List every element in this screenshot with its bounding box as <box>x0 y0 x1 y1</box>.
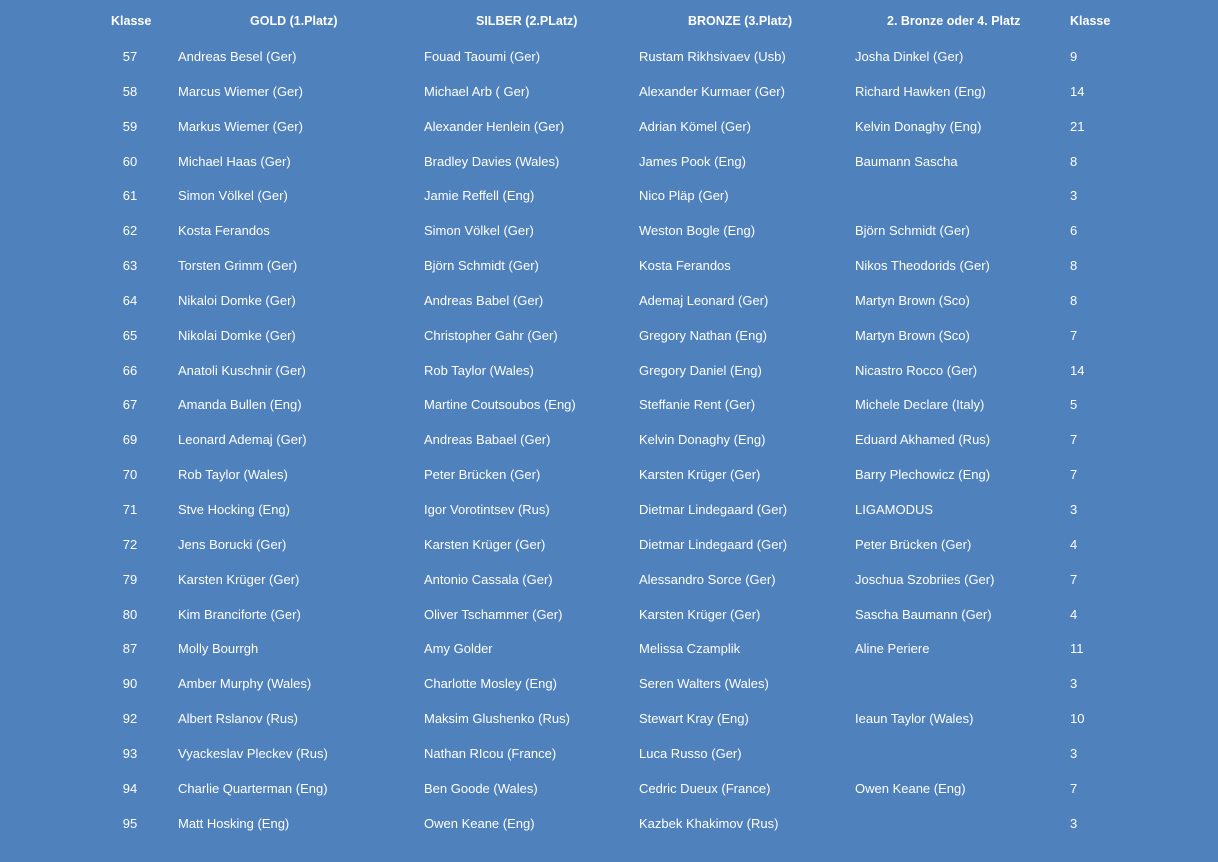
table-row <box>0 631 1218 666</box>
silber-cell: Jamie Reffell (Eng) <box>424 188 535 204</box>
silber-cell: Peter Brücken (Ger) <box>424 467 541 483</box>
count-cell: 7 <box>1070 327 1078 343</box>
count-cell: 5 <box>1070 397 1078 413</box>
header-bronze: BRONZE (3.Platz) <box>688 14 793 28</box>
count-cell: 14 <box>1070 83 1085 99</box>
gold-cell: Albert Rslanov (Rus) <box>178 711 298 727</box>
header-silber: SILBER (2.PLatz) <box>476 14 578 28</box>
bronze-cell: Ademaj Leonard (Ger) <box>639 292 769 308</box>
fourth-cell: Richard Hawken (Eng) <box>855 83 986 99</box>
fourth-cell: Baumann Sascha <box>855 153 958 169</box>
bronze-cell: Alexander Kurmaer (Ger) <box>639 83 785 99</box>
gold-cell: Kosta Ferandos <box>178 223 270 239</box>
gold-cell: Jens Borucki (Ger) <box>178 536 287 552</box>
gold-cell: Kim Branciforte (Ger) <box>178 606 301 622</box>
klasse-cell: 58 <box>122 83 138 99</box>
klasse-cell: 66 <box>122 362 138 378</box>
gold-cell: Vyackeslav Pleckev (Rus) <box>178 745 328 761</box>
count-cell: 7 <box>1070 432 1078 448</box>
silber-cell: Ben Goode (Wales) <box>424 780 538 796</box>
silber-cell: Amy Golder <box>424 641 493 657</box>
gold-cell: Andreas Besel (Ger) <box>178 49 297 64</box>
silber-cell: Bradley Davies (Wales) <box>424 153 560 169</box>
table-row <box>0 318 1218 353</box>
fourth-cell: Björn Schmidt (Ger) <box>855 223 970 239</box>
count-cell: 3 <box>1070 501 1078 517</box>
table-row <box>0 283 1218 318</box>
bronze-cell: Rustam Rikhsivaev (Usb) <box>639 49 786 64</box>
results-table <box>0 0 1218 28</box>
fourth-cell: Sascha Baumann (Ger) <box>855 606 992 622</box>
gold-cell: Rob Taylor (Wales) <box>178 467 288 483</box>
klasse-cell: 57 <box>122 49 138 64</box>
table-row <box>0 771 1218 806</box>
fourth-cell: Martyn Brown (Sco) <box>855 292 970 308</box>
gold-cell: Anatoli Kuschnir (Ger) <box>178 362 306 378</box>
silber-cell: Christopher Gahr (Ger) <box>424 327 558 343</box>
gold-cell: Nikolai Domke (Ger) <box>178 327 296 343</box>
silber-cell: Martine Coutsoubos (Eng) <box>424 397 576 413</box>
bronze-cell: James Pook (Eng) <box>639 153 746 169</box>
count-cell: 4 <box>1070 606 1078 622</box>
gold-cell: Charlie Quarterman (Eng) <box>178 780 328 796</box>
fourth-cell: Owen Keane (Eng) <box>855 780 966 796</box>
silber-cell: Rob Taylor (Wales) <box>424 362 534 378</box>
table-row <box>0 492 1218 527</box>
table-row <box>0 666 1218 701</box>
count-cell: 9 <box>1070 49 1078 64</box>
header-fourth: 2. Bronze oder 4. Platz <box>887 14 1021 28</box>
fourth-cell: Kelvin Donaghy (Eng) <box>855 118 982 134</box>
table-row <box>0 387 1218 422</box>
bronze-cell: Gregory Daniel (Eng) <box>639 362 762 378</box>
fourth-cell: Josha Dinkel (Ger) <box>855 49 964 64</box>
silber-cell: Michael Arb ( Ger) <box>424 83 530 99</box>
table-row <box>0 562 1218 597</box>
table-row <box>0 701 1218 736</box>
header-klasse-left: Klasse <box>111 14 152 28</box>
table-row <box>0 248 1218 283</box>
silber-cell: Owen Keane (Eng) <box>424 815 535 831</box>
silber-cell: Nathan RIcou (France) <box>424 745 557 761</box>
count-cell: 3 <box>1070 676 1078 692</box>
fourth-cell: Aline Periere <box>855 641 930 657</box>
table-row <box>0 806 1218 841</box>
silber-cell: Fouad Taoumi (Ger) <box>424 49 541 64</box>
bronze-cell: Stewart Kray (Eng) <box>639 711 749 727</box>
bronze-cell: Kazbek Khakimov (Rus) <box>639 815 779 831</box>
klasse-cell: 92 <box>122 711 138 727</box>
silber-cell: Igor Vorotintsev (Rus) <box>424 501 550 517</box>
fourth-cell: Eduard Akhamed (Rus) <box>855 432 991 448</box>
bronze-cell: Gregory Nathan (Eng) <box>639 327 767 343</box>
table-row <box>0 178 1218 213</box>
count-cell: 3 <box>1070 745 1078 761</box>
table-row <box>0 422 1218 457</box>
fourth-cell: Ieaun Taylor (Wales) <box>855 711 974 727</box>
gold-cell: Amber Murphy (Wales) <box>178 676 312 692</box>
table-body <box>0 39 1218 840</box>
fourth-cell: Martyn Brown (Sco) <box>855 327 970 343</box>
klasse-cell: 67 <box>122 397 138 413</box>
silber-cell: Björn Schmidt (Ger) <box>424 258 539 274</box>
gold-cell: Marcus Wiemer (Ger) <box>178 83 303 99</box>
table-row <box>0 213 1218 248</box>
table-row <box>0 736 1218 771</box>
bronze-cell: Melissa Czamplik <box>639 641 741 657</box>
count-cell: 7 <box>1070 571 1078 587</box>
gold-cell: Torsten Grimm (Ger) <box>178 258 298 274</box>
gold-cell: Stve Hocking (Eng) <box>178 501 290 517</box>
silber-cell: Andreas Babael (Ger) <box>424 432 551 448</box>
gold-cell: Simon Völkel (Ger) <box>178 188 288 204</box>
table-row <box>0 353 1218 388</box>
klasse-cell: 90 <box>122 676 138 692</box>
klasse-cell: 69 <box>122 432 138 448</box>
silber-cell: Karsten Krüger (Ger) <box>424 536 546 552</box>
fourth-cell: Joschua Szobriies (Ger) <box>855 571 995 587</box>
count-cell: 7 <box>1070 780 1078 796</box>
count-cell: 4 <box>1070 536 1078 552</box>
klasse-cell: 62 <box>122 223 138 239</box>
klasse-cell: 80 <box>122 606 138 622</box>
count-cell: 8 <box>1070 153 1078 169</box>
klasse-cell: 95 <box>122 815 138 831</box>
klasse-cell: 60 <box>122 153 138 169</box>
klasse-cell: 65 <box>122 327 138 343</box>
count-cell: 3 <box>1070 188 1078 204</box>
silber-cell: Charlotte Mosley (Eng) <box>424 676 557 692</box>
table-row <box>0 597 1218 632</box>
klasse-cell: 72 <box>122 536 138 552</box>
fourth-cell: LIGAMODUS <box>855 501 934 517</box>
count-cell: 8 <box>1070 258 1078 274</box>
fourth-cell: Peter Brücken (Ger) <box>855 536 972 552</box>
klasse-cell: 71 <box>122 501 138 517</box>
bronze-cell: Luca Russo (Ger) <box>639 745 742 761</box>
fourth-cell: Nicastro Rocco (Ger) <box>855 362 978 378</box>
bronze-cell: Adrian Kömel (Ger) <box>639 118 751 134</box>
table-row <box>0 39 1218 74</box>
silber-cell: Oliver Tschammer (Ger) <box>424 606 563 622</box>
gold-cell: Amanda Bullen (Eng) <box>178 397 302 413</box>
klasse-cell: 87 <box>122 641 138 657</box>
count-cell: 8 <box>1070 292 1078 308</box>
header-gold: GOLD (1.Platz) <box>250 14 338 28</box>
table-row <box>0 74 1218 109</box>
klasse-cell: 64 <box>122 292 138 308</box>
bronze-cell: Kelvin Donaghy (Eng) <box>639 432 766 448</box>
klasse-cell: 93 <box>122 745 138 761</box>
bronze-cell: Alessandro Sorce (Ger) <box>639 571 776 587</box>
bronze-cell: Seren Walters (Wales) <box>639 676 769 692</box>
table-row <box>0 527 1218 562</box>
count-cell: 11 <box>1070 641 1084 657</box>
klasse-cell: 79 <box>122 571 138 587</box>
fourth-cell: Nikos Theodorids (Ger) <box>855 258 990 274</box>
gold-cell: Karsten Krüger (Ger) <box>178 571 300 587</box>
silber-cell: Andreas Babel (Ger) <box>424 292 544 308</box>
bronze-cell: Dietmar Lindegaard (Ger) <box>639 501 788 517</box>
silber-cell: Alexander Henlein (Ger) <box>424 118 565 134</box>
gold-cell: Matt Hosking (Eng) <box>178 815 290 831</box>
gold-cell: Leonard Ademaj (Ger) <box>178 432 307 448</box>
count-cell: 6 <box>1070 223 1078 239</box>
count-cell: 21 <box>1070 118 1085 134</box>
silber-cell: Simon Völkel (Ger) <box>424 223 534 239</box>
silber-cell: Antonio Cassala (Ger) <box>424 571 553 587</box>
fourth-cell: Michele Declare (Italy) <box>855 397 985 413</box>
bronze-cell: Karsten Krüger (Ger) <box>639 606 761 622</box>
table-row <box>0 457 1218 492</box>
klasse-cell: 70 <box>122 467 138 483</box>
bronze-cell: Dietmar Lindegaard (Ger) <box>639 536 788 552</box>
count-cell: 10 <box>1070 711 1085 727</box>
gold-cell: Markus Wiemer (Ger) <box>178 118 303 134</box>
silber-cell: Maksim Glushenko (Rus) <box>424 711 570 727</box>
gold-cell: Nikaloi Domke (Ger) <box>178 292 296 308</box>
klasse-cell: 59 <box>122 118 138 134</box>
klasse-cell: 63 <box>122 258 138 274</box>
bronze-cell: Kosta Ferandos <box>639 258 731 274</box>
fourth-cell: Barry Plechowicz (Eng) <box>855 467 991 483</box>
count-cell: 7 <box>1070 467 1078 483</box>
count-cell: 14 <box>1070 362 1085 378</box>
header-row <box>0 0 1218 28</box>
table-row <box>0 144 1218 179</box>
bronze-cell: Nico Pläp (Ger) <box>639 188 729 204</box>
bronze-cell: Karsten Krüger (Ger) <box>639 467 761 483</box>
gold-cell: Michael Haas (Ger) <box>178 153 291 169</box>
count-cell: 3 <box>1070 815 1078 831</box>
bronze-cell: Steffanie Rent (Ger) <box>639 397 756 413</box>
bronze-cell: Cedric Dueux (France) <box>639 780 771 796</box>
gold-cell: Molly Bourrgh <box>178 641 259 657</box>
header-klasse-right: Klasse <box>1070 14 1111 28</box>
bronze-cell: Weston Bogle (Eng) <box>639 223 756 239</box>
klasse-cell: 61 <box>122 188 138 204</box>
table-row <box>0 109 1218 144</box>
klasse-cell: 94 <box>122 780 138 796</box>
